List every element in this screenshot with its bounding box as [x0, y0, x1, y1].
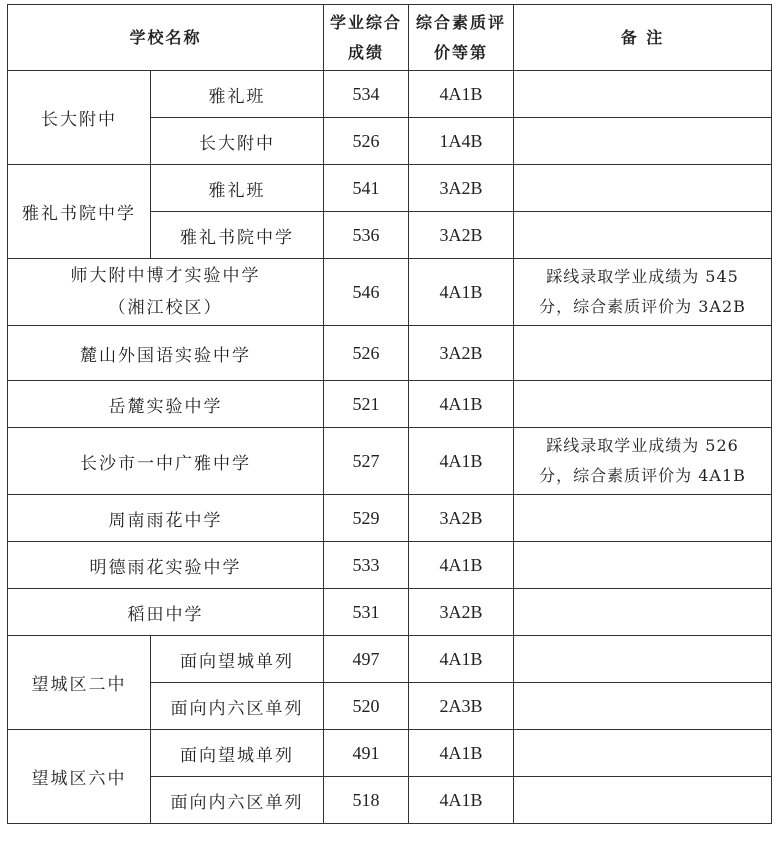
- school-sub-name: 雅礼班: [151, 71, 324, 118]
- quality-grade: 4A1B: [409, 636, 514, 683]
- school-group-name: 雅礼书院中学: [8, 165, 151, 259]
- school-name-line2: （湘江校区）: [108, 298, 223, 318]
- remark-cell: [514, 428, 772, 495]
- remark-cell: [514, 259, 772, 326]
- school-name-line1: 师大附中博才实验中学: [70, 266, 261, 286]
- school-group-name: 望城区二中: [8, 636, 151, 730]
- quality-grade: 4A1B: [409, 71, 514, 118]
- academic-score: 531: [324, 589, 409, 636]
- academic-score: 526: [324, 118, 409, 165]
- school-name: 稻田中学: [8, 589, 324, 636]
- table-row: [8, 428, 772, 495]
- quality-grade: 4A1B: [409, 542, 514, 589]
- quality-grade: 3A2B: [409, 326, 514, 381]
- school-sub-name: 雅礼书院中学: [151, 212, 324, 259]
- school-name: 明德雨花实验中学: [8, 542, 324, 589]
- header-remark: 备 注: [514, 5, 772, 71]
- academic-score: 533: [324, 542, 409, 589]
- remark-cell: [514, 683, 772, 730]
- remark-cell: [514, 118, 772, 165]
- table-row: [8, 495, 772, 542]
- remark-cell: [514, 326, 772, 381]
- remark-cell: [514, 542, 772, 589]
- admission-table-container: [7, 4, 772, 824]
- school-name: 周南雨花中学: [8, 495, 324, 542]
- school-group-name: 长大附中: [8, 71, 151, 165]
- academic-score: 529: [324, 495, 409, 542]
- academic-score: 546: [324, 259, 409, 326]
- school-sub-name: 面向内六区单列: [151, 683, 324, 730]
- academic-score: 518: [324, 777, 409, 824]
- quality-grade: 3A2B: [409, 589, 514, 636]
- academic-score: 534: [324, 71, 409, 118]
- quality-grade: 1A4B: [409, 118, 514, 165]
- school-sub-name: 面向内六区单列: [151, 777, 324, 824]
- table-row: [8, 381, 772, 428]
- remark-line1: 踩线录取学业成绩为 526: [546, 436, 739, 455]
- school-sub-name: 雅礼班: [151, 165, 324, 212]
- quality-grade: 4A1B: [409, 428, 514, 495]
- table-row: [8, 326, 772, 381]
- remark-cell: [514, 636, 772, 683]
- quality-grade: 3A2B: [409, 495, 514, 542]
- school-name: 麓山外国语实验中学: [8, 326, 324, 381]
- remark-cell: [514, 212, 772, 259]
- header-quality-grade: 综合素质评价等第: [409, 5, 514, 71]
- school-name: 岳麓实验中学: [8, 381, 324, 428]
- academic-score: 521: [324, 381, 409, 428]
- quality-grade: 4A1B: [409, 730, 514, 777]
- header-row: [8, 5, 772, 71]
- table-row: [8, 730, 772, 777]
- quality-grade: 4A1B: [409, 259, 514, 326]
- academic-score: 527: [324, 428, 409, 495]
- remark-cell: [514, 589, 772, 636]
- school-name: [8, 259, 324, 326]
- table-row: [8, 542, 772, 589]
- quality-grade: 3A2B: [409, 165, 514, 212]
- table-row: [8, 589, 772, 636]
- table-row: [8, 71, 772, 118]
- quality-grade: 3A2B: [409, 212, 514, 259]
- remark-cell: [514, 495, 772, 542]
- table-row: [8, 259, 772, 326]
- header-school-name: 学校名称: [8, 5, 324, 71]
- academic-score: 526: [324, 326, 409, 381]
- remark-cell: [514, 381, 772, 428]
- school-sub-name: 面向望城单列: [151, 730, 324, 777]
- remark-line2: 分，综合素质评价为 4A1B: [539, 466, 746, 485]
- remark-cell: [514, 777, 772, 824]
- school-sub-name: 长大附中: [151, 118, 324, 165]
- table-row: [8, 636, 772, 683]
- academic-score: 536: [324, 212, 409, 259]
- remark-line2: 分，综合素质评价为 3A2B: [539, 297, 746, 316]
- table-row: [8, 165, 772, 212]
- remark-cell: [514, 71, 772, 118]
- header-academic-score: 学业综合成绩: [324, 5, 409, 71]
- admission-score-table: [7, 4, 772, 824]
- academic-score: 491: [324, 730, 409, 777]
- academic-score: 541: [324, 165, 409, 212]
- academic-score: 497: [324, 636, 409, 683]
- school-sub-name: 面向望城单列: [151, 636, 324, 683]
- quality-grade: 4A1B: [409, 381, 514, 428]
- quality-grade: 4A1B: [409, 777, 514, 824]
- remark-cell: [514, 730, 772, 777]
- quality-grade: 2A3B: [409, 683, 514, 730]
- school-name: 长沙市一中广雅中学: [8, 428, 324, 495]
- academic-score: 520: [324, 683, 409, 730]
- school-group-name: 望城区六中: [8, 730, 151, 824]
- remark-cell: [514, 165, 772, 212]
- remark-line1: 踩线录取学业成绩为 545: [546, 267, 739, 286]
